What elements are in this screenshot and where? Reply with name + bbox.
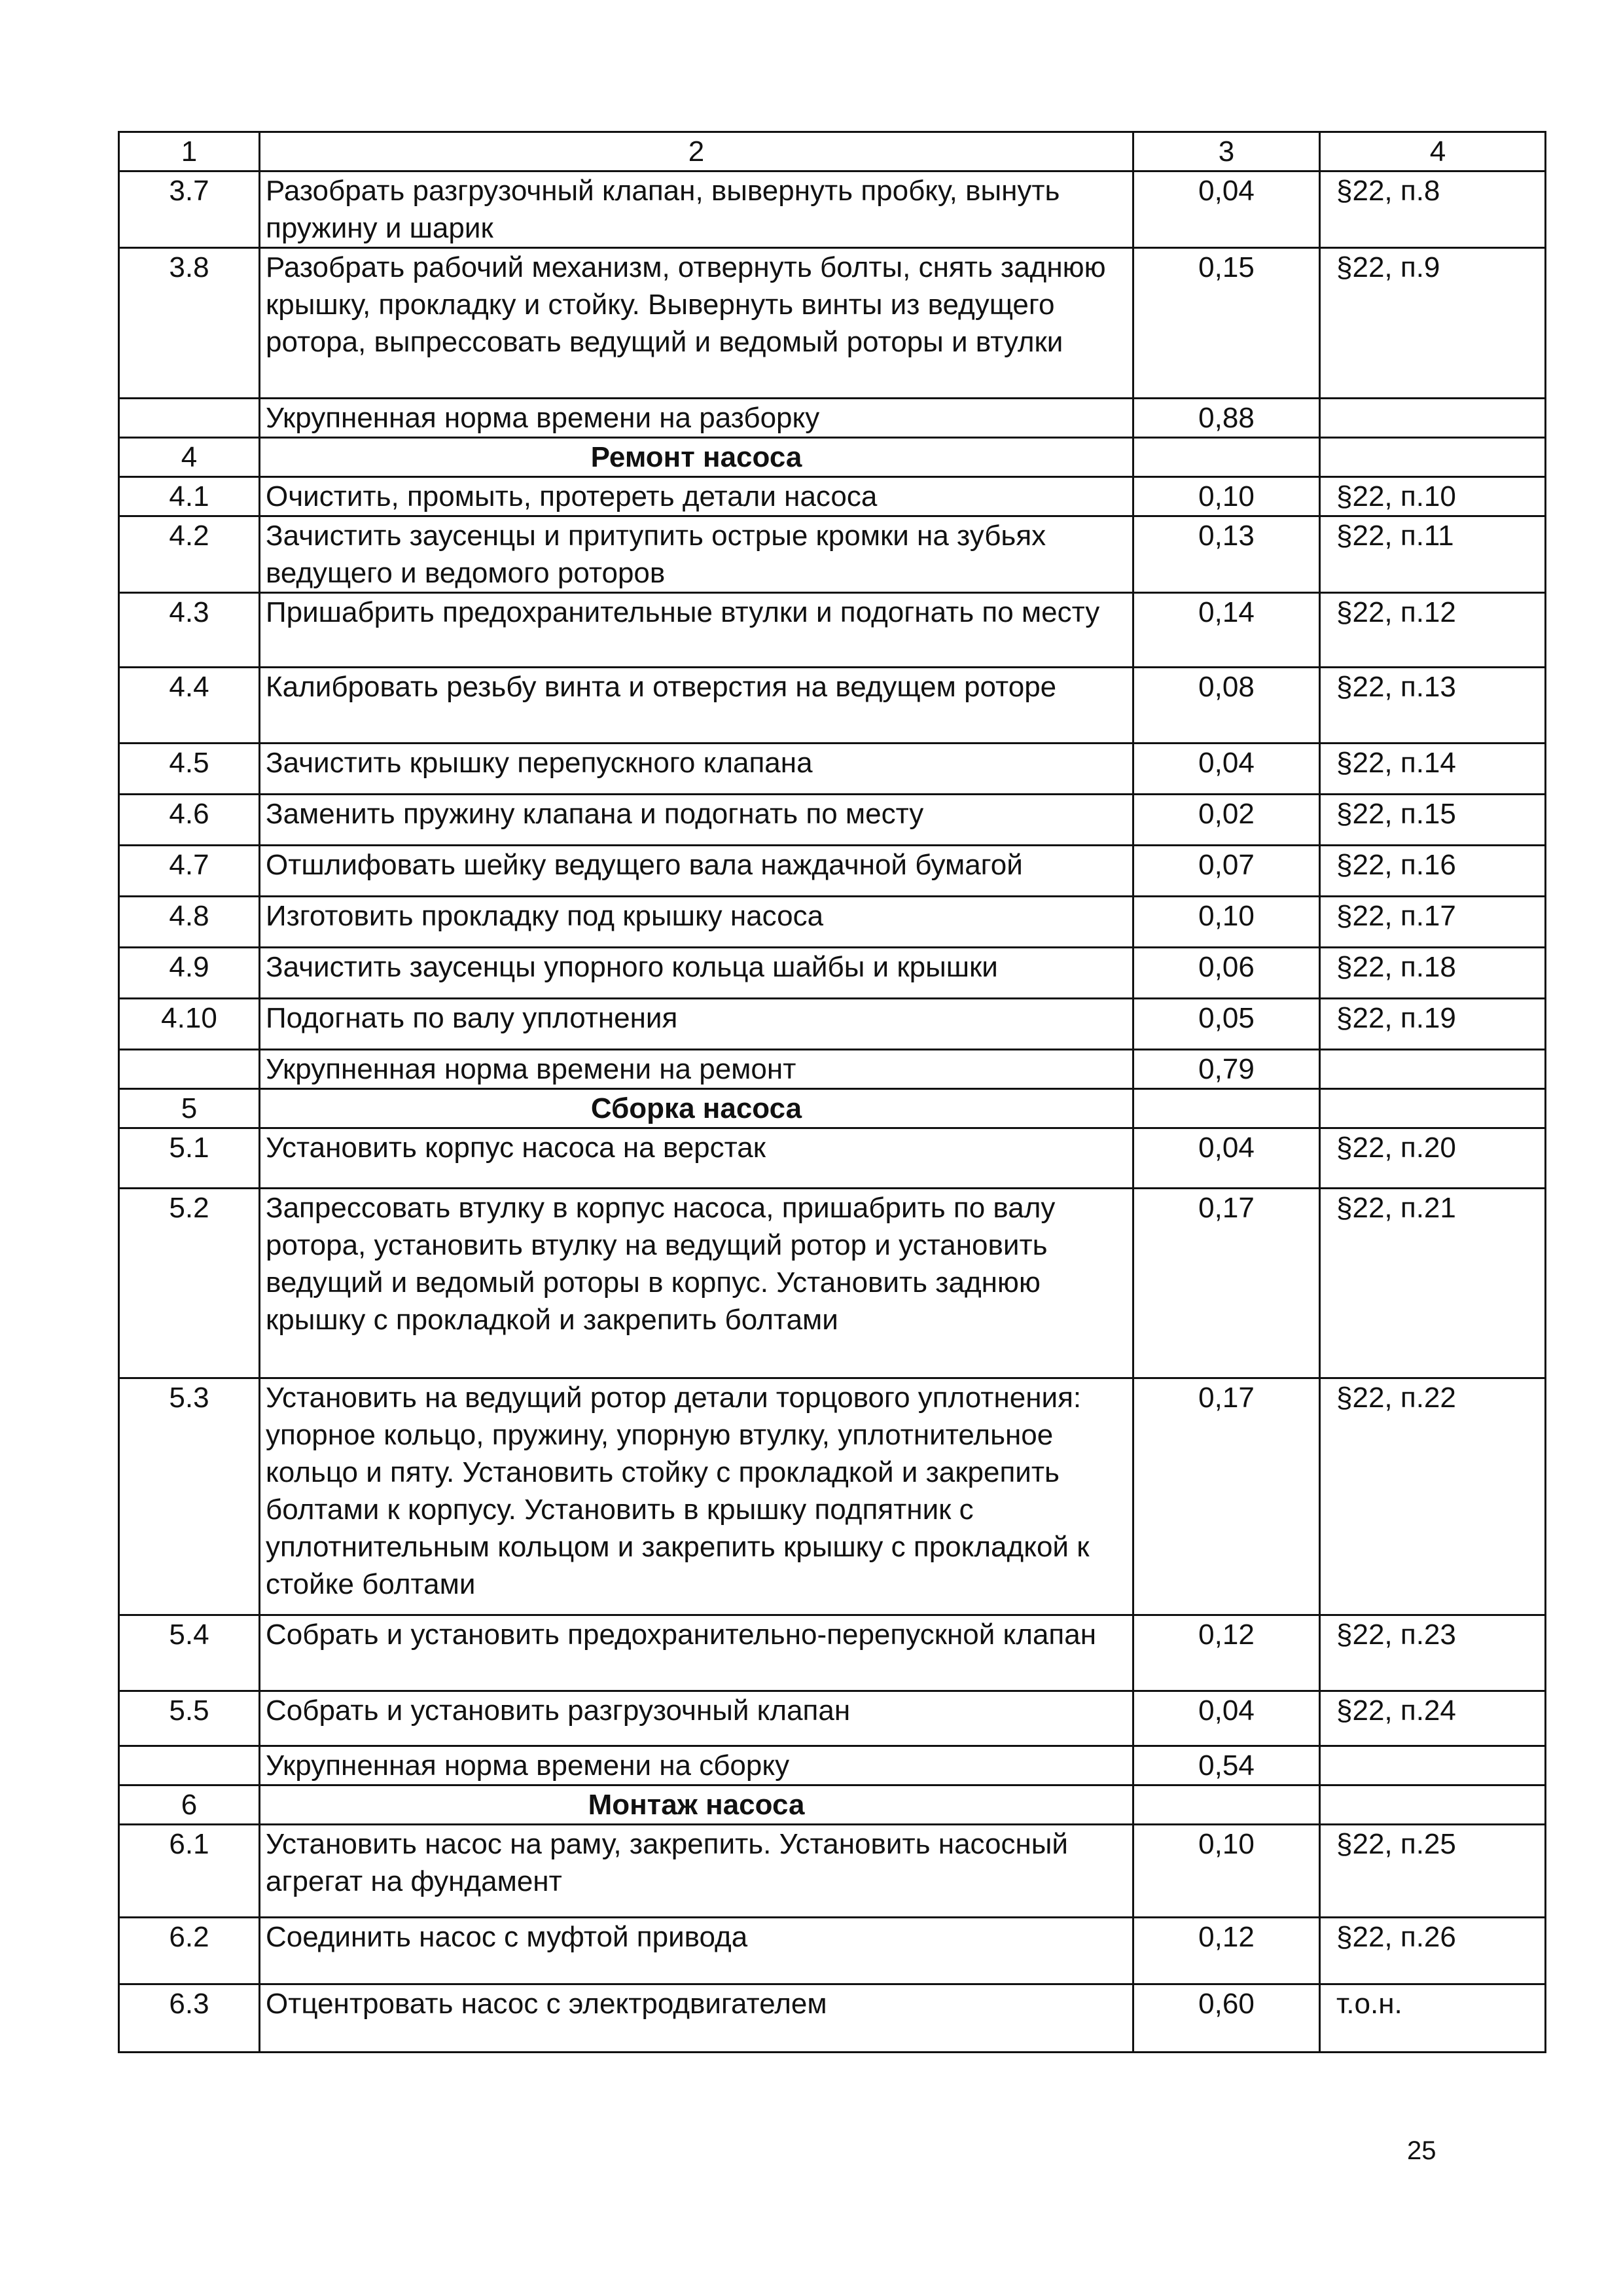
section-title: Сборка насоса — [260, 1089, 1133, 1128]
row-operation: Изготовить прокладку под крышку насоса — [260, 897, 1133, 948]
row-reference: §22, п.12 — [1320, 593, 1546, 668]
row-operation: Зачистить крышку перепускного клапана — [260, 744, 1133, 795]
row-norm: 0,04 — [1133, 171, 1320, 248]
row-number: 4.3 — [119, 593, 260, 668]
row-number: 4.4 — [119, 668, 260, 744]
row-norm: 0,14 — [1133, 593, 1320, 668]
section-row — [119, 438, 1546, 477]
row-reference: §22, п.21 — [1320, 1189, 1546, 1378]
row-norm: 0,10 — [1133, 1825, 1320, 1918]
row-reference: т.о.н. — [1320, 1984, 1546, 2053]
table-row — [119, 795, 1546, 846]
table-row — [119, 1378, 1546, 1615]
row-number: 3.7 — [119, 171, 260, 248]
row-number: 6.1 — [119, 1825, 260, 1918]
row-reference: §22, п.18 — [1320, 948, 1546, 999]
row-number: 3.8 — [119, 248, 260, 399]
table-row — [119, 593, 1546, 668]
row-number: 5.4 — [119, 1615, 260, 1691]
section-number: 4 — [119, 438, 260, 477]
table-row — [119, 897, 1546, 948]
row-number: 4.1 — [119, 477, 260, 516]
row-number — [119, 399, 260, 438]
row-number: 6.3 — [119, 1984, 260, 2053]
row-reference: §22, п.20 — [1320, 1128, 1546, 1189]
subtotal-norm: 0,79 — [1133, 1050, 1320, 1089]
row-operation: Запрессовать втулку в корпус насоса, пришабрить по валу ротора, установить втулку на ведущий ротор и установить ведущий и ведомый роторы в корпус. Установить заднюю крышку с прокладкой и закрепить болтами — [260, 1189, 1133, 1378]
row-reference — [1320, 1050, 1546, 1089]
row-reference — [1320, 1785, 1546, 1825]
norms-table — [118, 131, 1546, 2053]
section-title: Ремонт насоса — [260, 438, 1133, 477]
row-operation: Собрать и установить предохранительно-перепускной клапан — [260, 1615, 1133, 1691]
table-row — [119, 846, 1546, 897]
row-reference: §22, п.8 — [1320, 171, 1546, 248]
row-operation: Заменить пружину клапана и подогнать по месту — [260, 795, 1133, 846]
row-reference: §22, п.14 — [1320, 744, 1546, 795]
row-number: 4.8 — [119, 897, 260, 948]
row-reference: §22, п.16 — [1320, 846, 1546, 897]
page-number: 25 — [1407, 2136, 1436, 2165]
subtotal-row — [119, 399, 1546, 438]
table-row — [119, 999, 1546, 1050]
row-number: 4.6 — [119, 795, 260, 846]
row-number — [119, 1746, 260, 1785]
row-operation: Отцентровать насос с электродвигателем — [260, 1984, 1133, 2053]
table-row — [119, 477, 1546, 516]
subtotal-norm: 0,88 — [1133, 399, 1320, 438]
row-number: 5.2 — [119, 1189, 260, 1378]
table-header-row — [119, 132, 1546, 171]
row-reference: §22, п.19 — [1320, 999, 1546, 1050]
row-norm: 0,60 — [1133, 1984, 1320, 2053]
row-norm: 0,04 — [1133, 1691, 1320, 1746]
row-operation: Калибровать резьбу винта и отверстия на ведущем роторе — [260, 668, 1133, 744]
row-reference: §22, п.13 — [1320, 668, 1546, 744]
row-norm: 0,04 — [1133, 1128, 1320, 1189]
row-number: 5.1 — [119, 1128, 260, 1189]
table-row — [119, 1128, 1546, 1189]
header-col-3: 3 — [1133, 132, 1320, 171]
table-row — [119, 1615, 1546, 1691]
row-operation: Пришабрить предохранительные втулки и подогнать по месту — [260, 593, 1133, 668]
row-operation: Разобрать рабочий механизм, отвернуть болты, снять заднюю крышку, прокладку и стойку. Вывернуть винты из ведущего ротора, выпрессовать ведущий и ведомый роторы и втулки — [260, 248, 1133, 399]
row-norm: 0,04 — [1133, 744, 1320, 795]
row-operation: Установить насос на раму, закрепить. Установить насосный агрегат на фундамент — [260, 1825, 1133, 1918]
row-norm: 0,12 — [1133, 1615, 1320, 1691]
table-row — [119, 1189, 1546, 1378]
row-norm: 0,05 — [1133, 999, 1320, 1050]
row-norm: 0,08 — [1133, 668, 1320, 744]
row-norm: 0,07 — [1133, 846, 1320, 897]
row-number — [119, 1050, 260, 1089]
row-operation: Собрать и установить разгрузочный клапан — [260, 1691, 1133, 1746]
row-number: 4.2 — [119, 516, 260, 593]
row-operation: Соединить насос с муфтой привода — [260, 1918, 1133, 1984]
row-operation: Установить на ведущий ротор детали торцового уплотнения: упорное кольцо, пружину, упорную втулку, уплотнительное кольцо и пяту. Установить стойку с прокладкой и закрепить болтами к корпусу. Установить в крышку подпятник с уплотнительным кольцом и закрепить крышку с прокладкой к стойке болтами — [260, 1378, 1133, 1615]
subtotal-norm: 0,54 — [1133, 1746, 1320, 1785]
subtotal-label: Укрупненная норма времени на ремонт — [260, 1050, 1133, 1089]
row-reference: §22, п.17 — [1320, 897, 1546, 948]
section-title: Монтаж насоса — [260, 1785, 1133, 1825]
row-norm — [1133, 1089, 1320, 1128]
table-row — [119, 948, 1546, 999]
row-norm: 0,12 — [1133, 1918, 1320, 1984]
table-row — [119, 516, 1546, 593]
row-norm: 0,15 — [1133, 248, 1320, 399]
row-norm — [1133, 438, 1320, 477]
table-row — [119, 1825, 1546, 1918]
subtotal-row — [119, 1746, 1546, 1785]
row-reference: §22, п.11 — [1320, 516, 1546, 593]
row-number: 5.5 — [119, 1691, 260, 1746]
table-row — [119, 171, 1546, 248]
row-number: 4.10 — [119, 999, 260, 1050]
section-row — [119, 1089, 1546, 1128]
table-row — [119, 668, 1546, 744]
row-norm: 0,06 — [1133, 948, 1320, 999]
subtotal-label: Укрупненная норма времени на сборку — [260, 1746, 1133, 1785]
row-norm: 0,10 — [1133, 897, 1320, 948]
table-row — [119, 744, 1546, 795]
row-reference: §22, п.10 — [1320, 477, 1546, 516]
row-reference: §22, п.24 — [1320, 1691, 1546, 1746]
section-row — [119, 1785, 1546, 1825]
row-operation: Очистить, промыть, протереть детали насоса — [260, 477, 1133, 516]
subtotal-row — [119, 1050, 1546, 1089]
row-norm — [1133, 1785, 1320, 1825]
table-row — [119, 1691, 1546, 1746]
table-row — [119, 1984, 1546, 2053]
row-reference — [1320, 399, 1546, 438]
header-col-2: 2 — [260, 132, 1133, 171]
row-norm: 0,17 — [1133, 1378, 1320, 1615]
row-number: 4.9 — [119, 948, 260, 999]
row-norm: 0,17 — [1133, 1189, 1320, 1378]
row-operation: Зачистить заусенцы и притупить острые кромки на зубьях ведущего и ведомого роторов — [260, 516, 1133, 593]
row-norm: 0,13 — [1133, 516, 1320, 593]
row-number: 6.2 — [119, 1918, 260, 1984]
table-row — [119, 248, 1546, 399]
row-reference: §22, п.9 — [1320, 248, 1546, 399]
section-number: 5 — [119, 1089, 260, 1128]
row-reference: §22, п.23 — [1320, 1615, 1546, 1691]
header-col-4: 4 — [1320, 132, 1546, 171]
row-norm: 0,10 — [1133, 477, 1320, 516]
section-number: 6 — [119, 1785, 260, 1825]
row-operation: Отшлифовать шейку ведущего вала наждачной бумагой — [260, 846, 1133, 897]
row-reference — [1320, 1089, 1546, 1128]
row-number: 4.5 — [119, 744, 260, 795]
row-number: 4.7 — [119, 846, 260, 897]
row-reference — [1320, 438, 1546, 477]
row-reference: §22, п.15 — [1320, 795, 1546, 846]
row-operation: Разобрать разгрузочный клапан, вывернуть пробку, вынуть пружину и шарик — [260, 171, 1133, 248]
header-col-1: 1 — [119, 132, 260, 171]
row-reference: §22, п.26 — [1320, 1918, 1546, 1984]
row-operation: Зачистить заусенцы упорного кольца шайбы и крышки — [260, 948, 1133, 999]
row-operation: Установить корпус насоса на верстак — [260, 1128, 1133, 1189]
row-reference: §22, п.25 — [1320, 1825, 1546, 1918]
row-norm: 0,02 — [1133, 795, 1320, 846]
row-reference: §22, п.22 — [1320, 1378, 1546, 1615]
row-reference — [1320, 1746, 1546, 1785]
row-operation: Подогнать по валу уплотнения — [260, 999, 1133, 1050]
subtotal-label: Укрупненная норма времени на разборку — [260, 399, 1133, 438]
table-row — [119, 1918, 1546, 1984]
row-number: 5.3 — [119, 1378, 260, 1615]
